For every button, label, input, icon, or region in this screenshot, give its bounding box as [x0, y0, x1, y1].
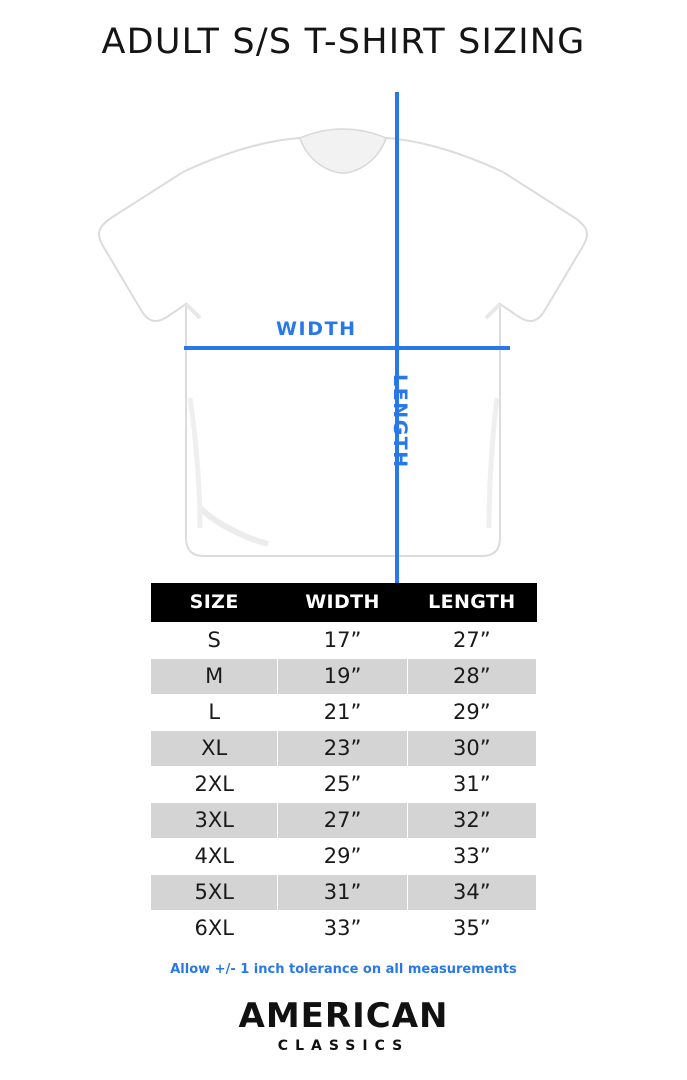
- table-row: [151, 659, 537, 695]
- table-row: [151, 875, 537, 911]
- cell-length: 35”: [407, 911, 536, 947]
- cell-length: 29”: [407, 695, 536, 731]
- cell-width: 25”: [278, 767, 407, 803]
- cell-size: M: [151, 659, 278, 695]
- tolerance-note: Allow +/- 1 inch tolerance on all measurements: [170, 962, 517, 977]
- size-table: [150, 583, 537, 947]
- table-row: [151, 695, 537, 731]
- cell-size: 2XL: [151, 767, 278, 803]
- length-measure-line: [395, 92, 399, 642]
- column-header-size: SIZE: [151, 583, 278, 623]
- cell-size: 4XL: [151, 839, 278, 875]
- table-row: [151, 839, 537, 875]
- page-title: ADULT S/S T-SHIRT SIZING: [101, 22, 586, 62]
- table-row: [151, 803, 537, 839]
- brand-name: AMERICAN: [238, 996, 449, 1036]
- cell-length: 34”: [407, 875, 536, 911]
- length-label: LENGTH: [389, 374, 411, 469]
- cell-size: 3XL: [151, 803, 278, 839]
- cell-length: 33”: [407, 839, 536, 875]
- table-row: [151, 911, 537, 947]
- cell-size: L: [151, 695, 278, 731]
- table-row: [151, 623, 537, 659]
- table-row: [151, 767, 537, 803]
- width-label: WIDTH: [276, 318, 357, 340]
- cell-width: 17”: [278, 623, 407, 659]
- cell-width: 27”: [278, 803, 407, 839]
- cell-width: 31”: [278, 875, 407, 911]
- cell-length: 31”: [407, 767, 536, 803]
- brand-subtitle: CLASSICS: [277, 1038, 410, 1054]
- width-measure-line: [184, 346, 510, 350]
- table-row: [151, 731, 537, 767]
- column-header-length: LENGTH: [407, 583, 536, 623]
- cell-length: 27”: [407, 623, 536, 659]
- cell-size: S: [151, 623, 278, 659]
- cell-length: 32”: [407, 803, 536, 839]
- cell-length: 28”: [407, 659, 536, 695]
- cell-width: 33”: [278, 911, 407, 947]
- tshirt-diagram: [0, 78, 687, 568]
- table-header-row: [151, 583, 537, 623]
- cell-size: XL: [151, 731, 278, 767]
- cell-width: 29”: [278, 839, 407, 875]
- cell-width: 19”: [278, 659, 407, 695]
- cell-size: 6XL: [151, 911, 278, 947]
- cell-size: 5XL: [151, 875, 278, 911]
- cell-width: 21”: [278, 695, 407, 731]
- column-header-width: WIDTH: [278, 583, 407, 623]
- cell-width: 23”: [278, 731, 407, 767]
- cell-length: 30”: [407, 731, 536, 767]
